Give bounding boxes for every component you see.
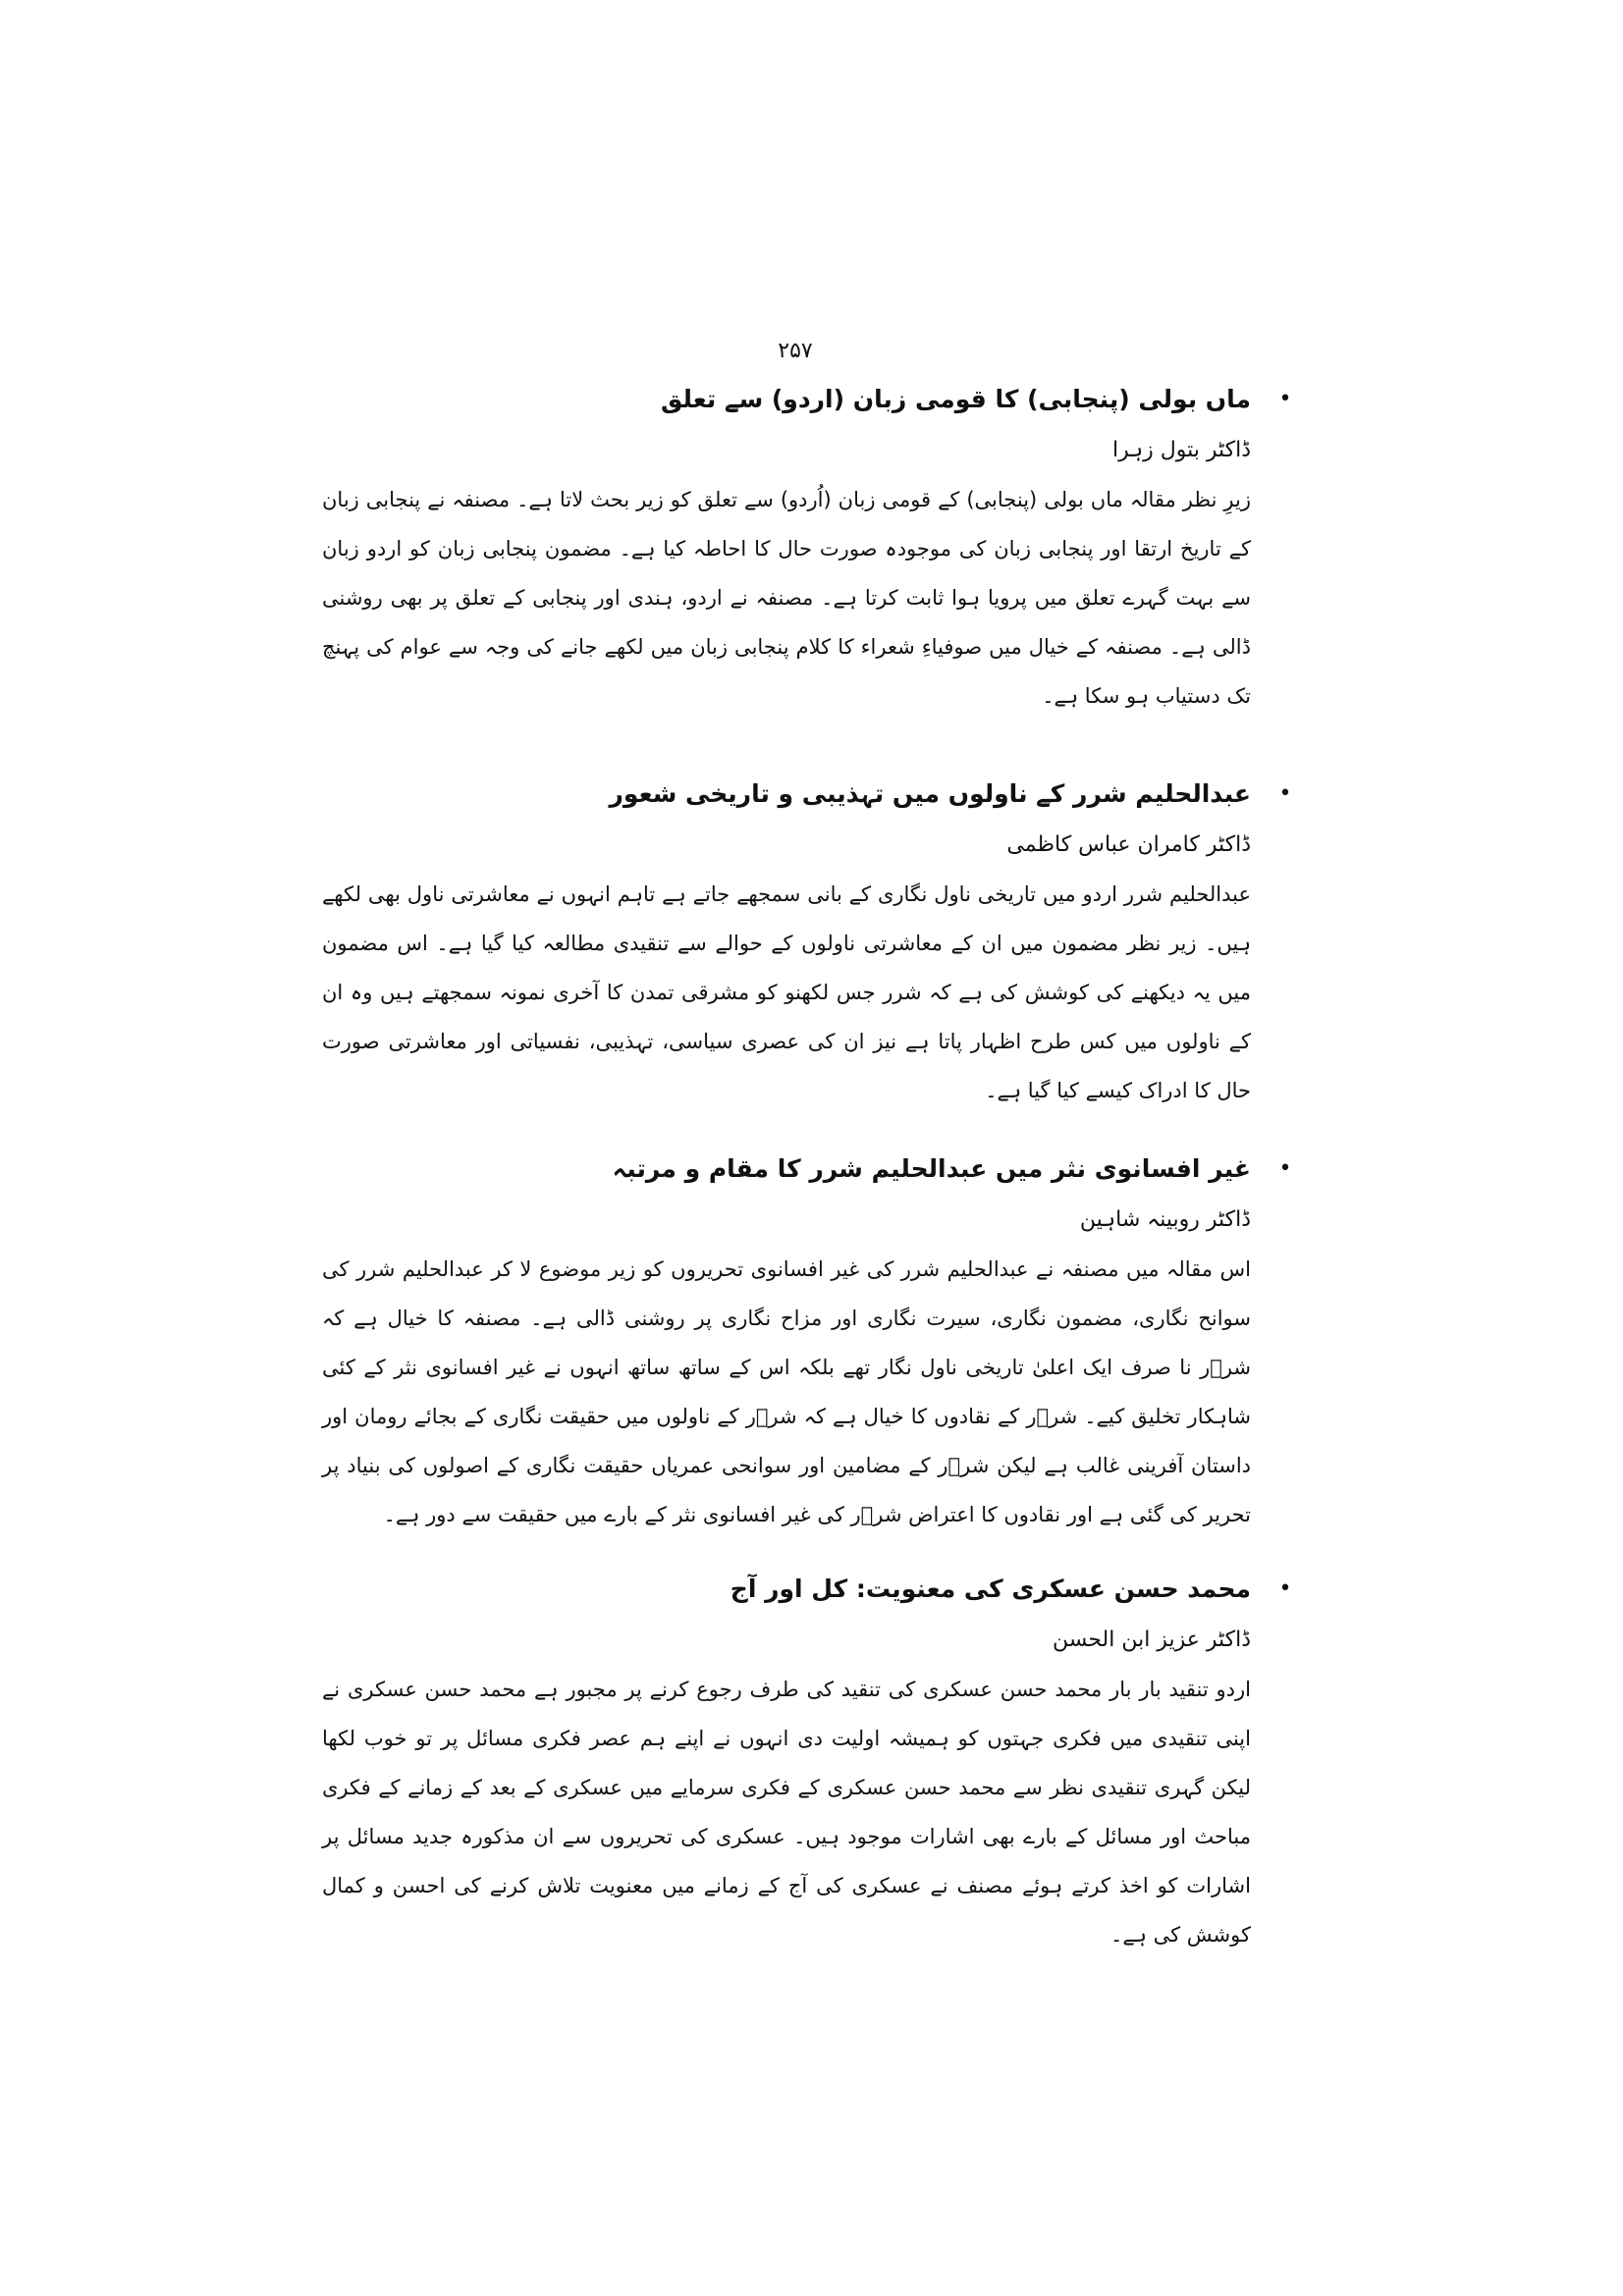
abstract-entry bbox=[312, 1141, 1294, 1551]
page-number: ۲۵۷ bbox=[778, 339, 813, 363]
entry-heading bbox=[312, 1141, 1294, 1196]
entry-title: غیر افسانوی نثر میں عبدالحلیم شرر کا مقام و مرتبہ bbox=[612, 1153, 1251, 1183]
entry-abstract: اردو تنقید بار بار محمد حسن عسکری کی تنقید کی طرف رجوع کرنے پر مجبور ہے محمد حسن عسکری نے اپنی تنقیدی میں فکری جہتوں کو ہمیشہ اولیت دی انہوں نے اپنے ہم عصر فکری مسائل پر تو خوب لکھا لیکن گہری تنقیدی نظر سے محمد حسن عسکری کے فکری سرمایے میں عسکری کے بعد کے زمانے کے فکری مباحث اور مسائل کے بارے بھی اشارات موجود ہیں۔ عسکری کی تحریروں سے ان مذکورہ جدید مسائل پر اشارات کو اخذ کرتے ہوئے مصنف نے عسکری کی آج کے زمانے میں معنویت تلاش کرنے کی احسن و کمال کوشش کی ہے۔ bbox=[322, 1678, 1251, 1947]
entry-title: محمد حسن عسکری کی معنویت: کل اور آج bbox=[730, 1574, 1251, 1603]
entry-title: ماں بولی (پنجابی) کا قومی زبان (اردو) سے تعلق bbox=[660, 384, 1251, 413]
entry-author: ڈاکٹر کامران عباس کاظمی bbox=[1006, 832, 1251, 857]
entry-title: عبدالحلیم شرر کے ناولوں میں تہذیبی و تاریخی شعور bbox=[609, 778, 1251, 808]
abstract-entry bbox=[312, 766, 1294, 1131]
entry-abstract: اس مقالہ میں مصنفہ نے عبدالحلیم شرر کی غیر افسانوی تحریروں کو زیر موضوع لا کر عبدالحلیم شرر کی سوانح نگاری، مضمون نگاری، سیرت نگاری اور مزاح نگاری پر روشنی ڈالی ہے۔ مصنفہ کا خیال ہے کہ شرؔر نا صرف ایک اعلیٰ تاریخی ناول نگار تھے بلکہ اس کے ساتھ ساتھ انہوں نے غیر افسانوی نثر کے کئی شاہکار تخلیق کیے۔ شرؔر کے نقادوں کا خیال ہے کہ شرؔر کے ناولوں میں حقیقت نگاری کے بجائے رومان اور داستان آفرینی غالب ہے لیکن شرؔر کے مضامین اور سوانحی عمریاں حقیقت نگاری کے اصولوں کی بنیاد پر تحریر کی گئی ہے اور نقادوں کا اعتراض شرؔر کی غیر افسانوی نثر کے بارے میں حقیقت سے دور ہے۔ bbox=[322, 1257, 1251, 1526]
abstracts-list bbox=[312, 371, 1294, 1983]
abstract-entry bbox=[312, 1561, 1294, 1973]
bullet-icon: • bbox=[1278, 386, 1292, 411]
entry-abstract: زیرِ نظر مقالہ ماں بولی (پنجابی) کے قومی زبان (اُردو) سے تعلق کو زیر بحث لاتا ہے۔ مصنفہ نے پنجابی زبان کے تاریخ ارتقا اور پنجابی زبان کی موجودہ صورت حال کا احاطہ کیا ہے۔ مضمون پنجابی زبان کو اردو زبان سے بہت گہرے تعلق میں پرویا ہوا ثابت کرتا ہے۔ مصنفہ نے اردو، ہندی اور پنجابی کے تعلق پر بھی روشنی ڈالی ہے۔ مصنفہ کے خیال میں صوفیاءِ شعراء کا کلام پنجابی زبان میں لکھے جانے کی وجہ سے عوام کی پہنچ تک دستیاب ہو سکا ہے۔ bbox=[322, 488, 1251, 708]
bullet-icon: • bbox=[1278, 780, 1292, 806]
entry-abstract: عبدالحلیم شرر اردو میں تاریخی ناول نگاری کے بانی سمجھے جاتے ہے تاہم انہوں نے معاشرتی ناول بھی لکھے ہیں۔ زیر نظر مضمون میں ان کے معاشرتی ناولوں کے حوالے سے تنقیدی مطالعہ کیا گیا ہے۔ اس مضمون میں یہ دیکھنے کی کوشش کی ہے کہ شرر جس لکھنو کو مشرقی تمدن کا آخری نمونہ سمجھتے ہیں وہ ان کے ناولوں میں کس طرح اظہار پاتا ہے نیز ان کی عصری سیاسی، تہذیبی، نفسیاتی اور معاشرتی صورت حال کا ادراک کیسے کیا گیا ہے۔ bbox=[322, 882, 1251, 1102]
bullet-icon: • bbox=[1278, 1155, 1292, 1181]
abstract-entry bbox=[312, 371, 1294, 756]
entry-author: ڈاکٹر بتول زہرا bbox=[1111, 438, 1251, 462]
entry-heading bbox=[312, 1561, 1294, 1616]
entry-heading bbox=[312, 371, 1294, 426]
bullet-icon: • bbox=[1278, 1575, 1292, 1601]
entry-heading bbox=[312, 766, 1294, 821]
entry-author: ڈاکٹر روبینہ شاہین bbox=[1079, 1207, 1251, 1232]
entry-author: ڈاکٹر عزیز ابن الحسن bbox=[1052, 1628, 1251, 1652]
